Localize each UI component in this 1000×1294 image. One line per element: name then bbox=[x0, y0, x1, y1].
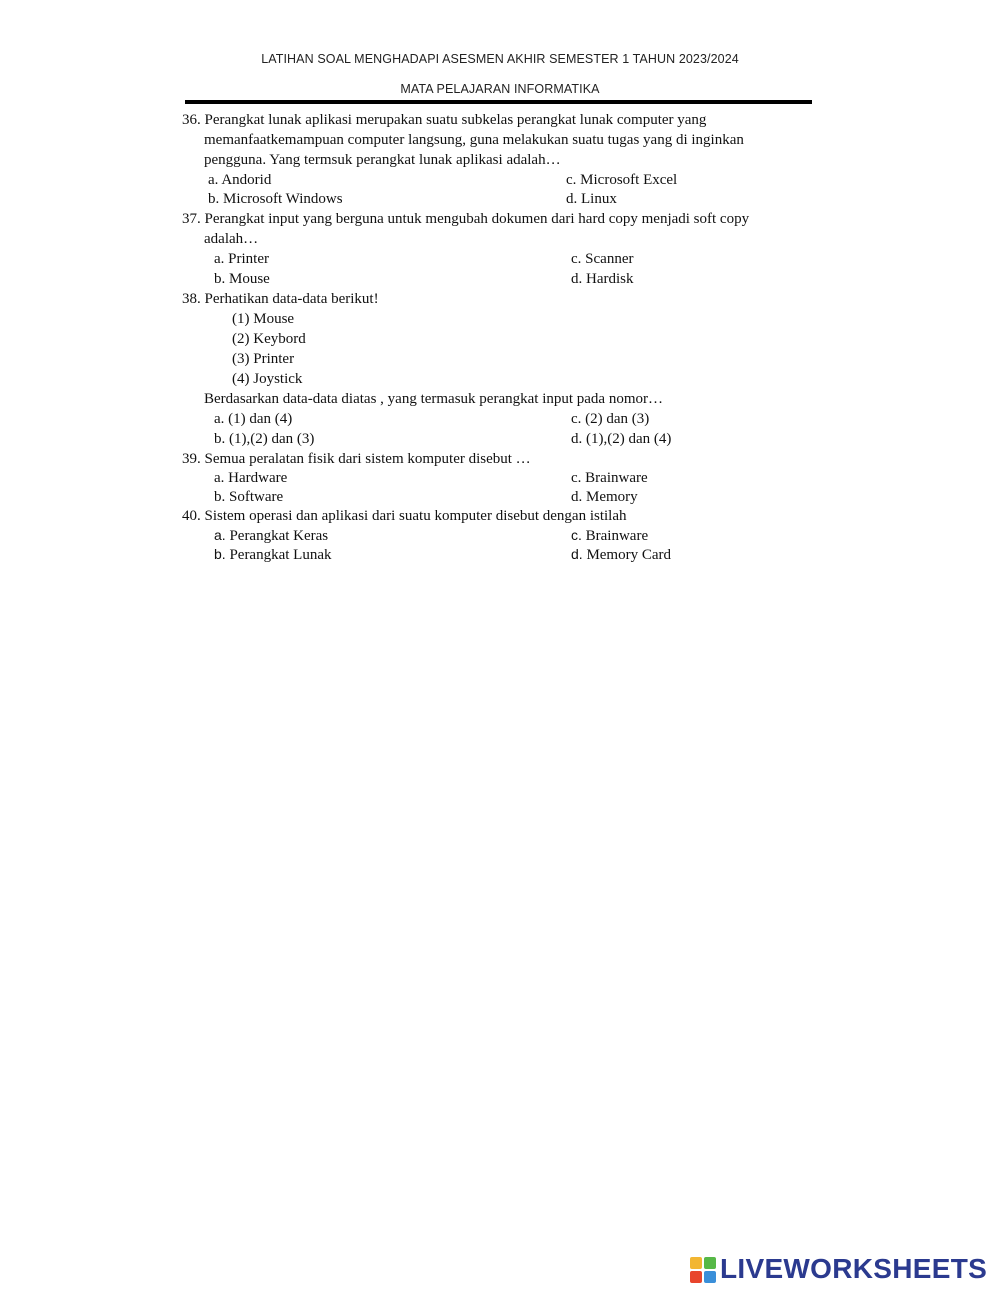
q40-option-b[interactable] bbox=[214, 545, 332, 565]
q38-option-a[interactable]: a. (1) dan (4) bbox=[214, 411, 293, 427]
question-36-line-1: 36. Perangkat lunak aplikasi merupakan suatu subkelas perangkat lunak computer yang bbox=[182, 112, 707, 128]
question-36-line-2: memanfaatkemampuan computer langsung, guna melakukan suatu tugas yang di inginkan bbox=[204, 132, 744, 148]
q40-option-d-text: Memory Card bbox=[586, 547, 672, 563]
q37-option-c[interactable]: c. Scanner bbox=[571, 251, 634, 267]
question-36-line-3: pengguna. Yang termsuk perangkat lunak aplikasi adalah… bbox=[204, 152, 561, 168]
q36-option-a[interactable]: a. Andorid bbox=[208, 172, 272, 188]
header-rule bbox=[185, 100, 812, 104]
q38-option-c[interactable]: c. (2) dan (3) bbox=[571, 411, 650, 427]
q40-option-b-text: Perangkat Lunak bbox=[229, 547, 332, 563]
q40-option-a-text: Perangkat Keras bbox=[229, 528, 329, 544]
q38-data-item: (4) Joystick bbox=[232, 371, 303, 387]
liveworksheets-logo-text: LIVEWORKSHEETS bbox=[720, 1253, 988, 1284]
q37-option-a[interactable]: a. Printer bbox=[214, 251, 269, 267]
q40-option-d[interactable] bbox=[571, 545, 671, 565]
q38-data-item: (2) Keybord bbox=[232, 331, 306, 347]
q36-option-c[interactable]: c. Microsoft Excel bbox=[566, 172, 678, 188]
q37-option-b[interactable]: b. Mouse bbox=[214, 271, 270, 287]
question-37-line-2: adalah… bbox=[204, 231, 259, 247]
q40-option-b-letter: b. bbox=[214, 546, 226, 562]
question-40-line-1: 40. Sistem operasi dan aplikasi dari suatu komputer disebut dengan istilah bbox=[182, 508, 627, 524]
q40-option-d-letter: d. bbox=[571, 546, 583, 562]
q39-option-a[interactable]: a. Hardware bbox=[214, 470, 288, 486]
q37-option-d[interactable]: d. Hardisk bbox=[571, 271, 634, 287]
liveworksheets-logo[interactable] bbox=[690, 1252, 987, 1286]
q36-option-b[interactable]: b. Microsoft Windows bbox=[208, 191, 343, 207]
question-38-prompt: Berdasarkan data-data diatas , yang termasuk perangkat input pada nomor… bbox=[204, 391, 664, 407]
q40-option-c-text: Brainware bbox=[585, 528, 649, 544]
question-38-line-1: 38. Perhatikan data-data berikut! bbox=[182, 291, 379, 307]
q40-option-c-letter: c. bbox=[571, 527, 582, 543]
q36-option-d[interactable]: d. Linux bbox=[566, 191, 617, 207]
question-39-line-1: 39. Semua peralatan fisik dari sistem komputer disebut … bbox=[182, 451, 531, 467]
q39-option-c[interactable]: c. Brainware bbox=[571, 470, 648, 486]
q38-option-b[interactable]: b. (1),(2) dan (3) bbox=[214, 431, 315, 447]
liveworksheets-logo-icon bbox=[690, 1255, 718, 1283]
q38-data-item: (3) Printer bbox=[232, 351, 295, 367]
document-subject: MATA PELAJARAN INFORMATIKA bbox=[400, 82, 600, 96]
q39-option-d[interactable]: d. Memory bbox=[571, 489, 638, 505]
q38-data-item: (1) Mouse bbox=[232, 311, 295, 327]
q38-option-d[interactable]: d. (1),(2) dan (4) bbox=[571, 431, 672, 447]
question-37-line-1: 37. Perangkat input yang berguna untuk mengubah dokumen dari hard copy menjadi soft copy bbox=[182, 211, 750, 227]
q40-option-a-letter: a. bbox=[214, 527, 226, 543]
q39-option-b[interactable]: b. Software bbox=[214, 489, 284, 505]
document-title: LATIHAN SOAL MENGHADAPI ASESMEN AKHIR SEMESTER 1 TAHUN 2023/2024 bbox=[261, 52, 739, 66]
q40-option-a[interactable] bbox=[214, 526, 328, 546]
q40-option-c[interactable] bbox=[571, 526, 648, 546]
